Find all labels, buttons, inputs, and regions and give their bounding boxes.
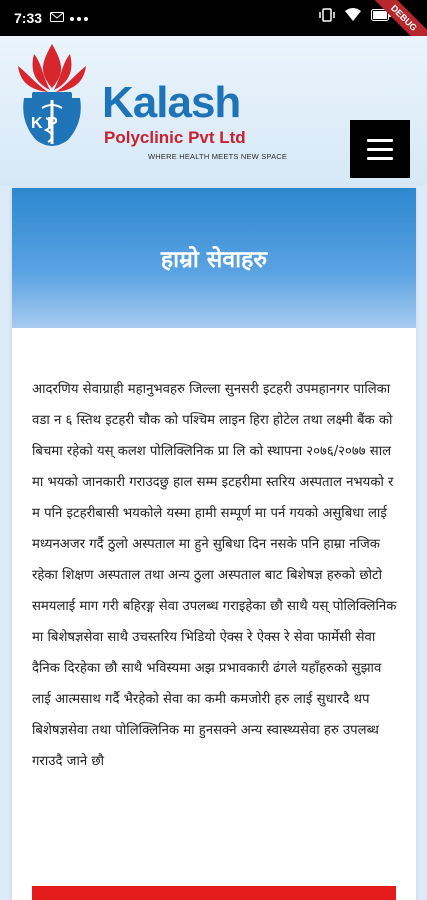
page-title: हाम्रो सेवाहरु (160, 247, 268, 273)
app-header (0, 36, 427, 186)
services-banner (12, 188, 416, 328)
debug-banner: DEBUG (367, 0, 427, 55)
notification-icons (50, 11, 89, 25)
brand-tagline: WHERE HEALTH MEETS NEW SPACE (148, 152, 288, 161)
message-icon (50, 12, 64, 22)
services-description: आदरणिय सेवाग्राही महानुभवहरु जिल्ला सुनसरी इटहरी उपमहानगर पालिका वडा न ६ स्तिथ इटहरी चौक को पश्चिम लाइन हिरा होटेल तथा लक्ष्मी बैंक को बिचमा रहेको यस् कलश पोलिक्लिनिक प्रा लि को स्थापना २०७६/२०७७ साल मा भयको जानकारी गराउदछु हाल सम्म इटहरीमा स्तरिय अस्पताल नभयको र म पनि इटहरीबासी भयकोले यस्मा हामी सम्पूर्ण मा पर्न गयको असुबिधा लाई मध्यनअजर गर्दै ठुलो अस्पताल मा हुने सुबिधा दिन नसके पनि हाम्रा नजिक रहेका शिक्षण अस्पताल तथा अन्य ठुला अस्पताल बाट बिशेषज्ञ हरुको छोटो समयलाई माग गरी बहिरङ्ग सेवा उपलब्ध गराइहेका छौ साथै यस् पोलिक्लिनिक मा बिशेषज्ञसेवा साथै उचस्तरिय भिडियो ऐक्स रे ऐक्स रे सेवा फार्मेसी सेवा दैनिक दिरहेका छौ साथै भविस्यमा अझ प्रभावकारी ढंगले यहाँहरुको सुझाव लाई आत्मसाथ गर्दै भैरहेको सेवा का कमी कमजोरी हरु लाई सुधारदै थप बिशेषज्ञसेवा तथा पोलिक्लिनिक मा हुनसक्ने अन्य स्वास्थ्यसेवा हरु उपलब्ध गराउदै जाने छौ (32, 382, 397, 769)
menu-line (367, 157, 393, 160)
brand-name: Kalash (102, 78, 241, 127)
brand-subtitle: Polyclinic Pvt Ltd (104, 128, 246, 147)
menu-line (367, 139, 393, 142)
menu-line (367, 148, 393, 151)
more-dots-icon (69, 16, 89, 22)
kalash-emblem-icon (12, 44, 92, 154)
system-icons (319, 8, 391, 22)
action-button-top-edge[interactable] (32, 886, 396, 900)
services-card (12, 188, 416, 900)
logo-letters: K P (31, 115, 58, 132)
vibrate-icon (319, 8, 335, 22)
status-time: 7:33 (14, 10, 43, 26)
wifi-icon (345, 8, 361, 22)
kalash-logo (12, 44, 292, 164)
status-bar (0, 0, 427, 36)
hamburger-menu-button[interactable] (350, 120, 410, 178)
